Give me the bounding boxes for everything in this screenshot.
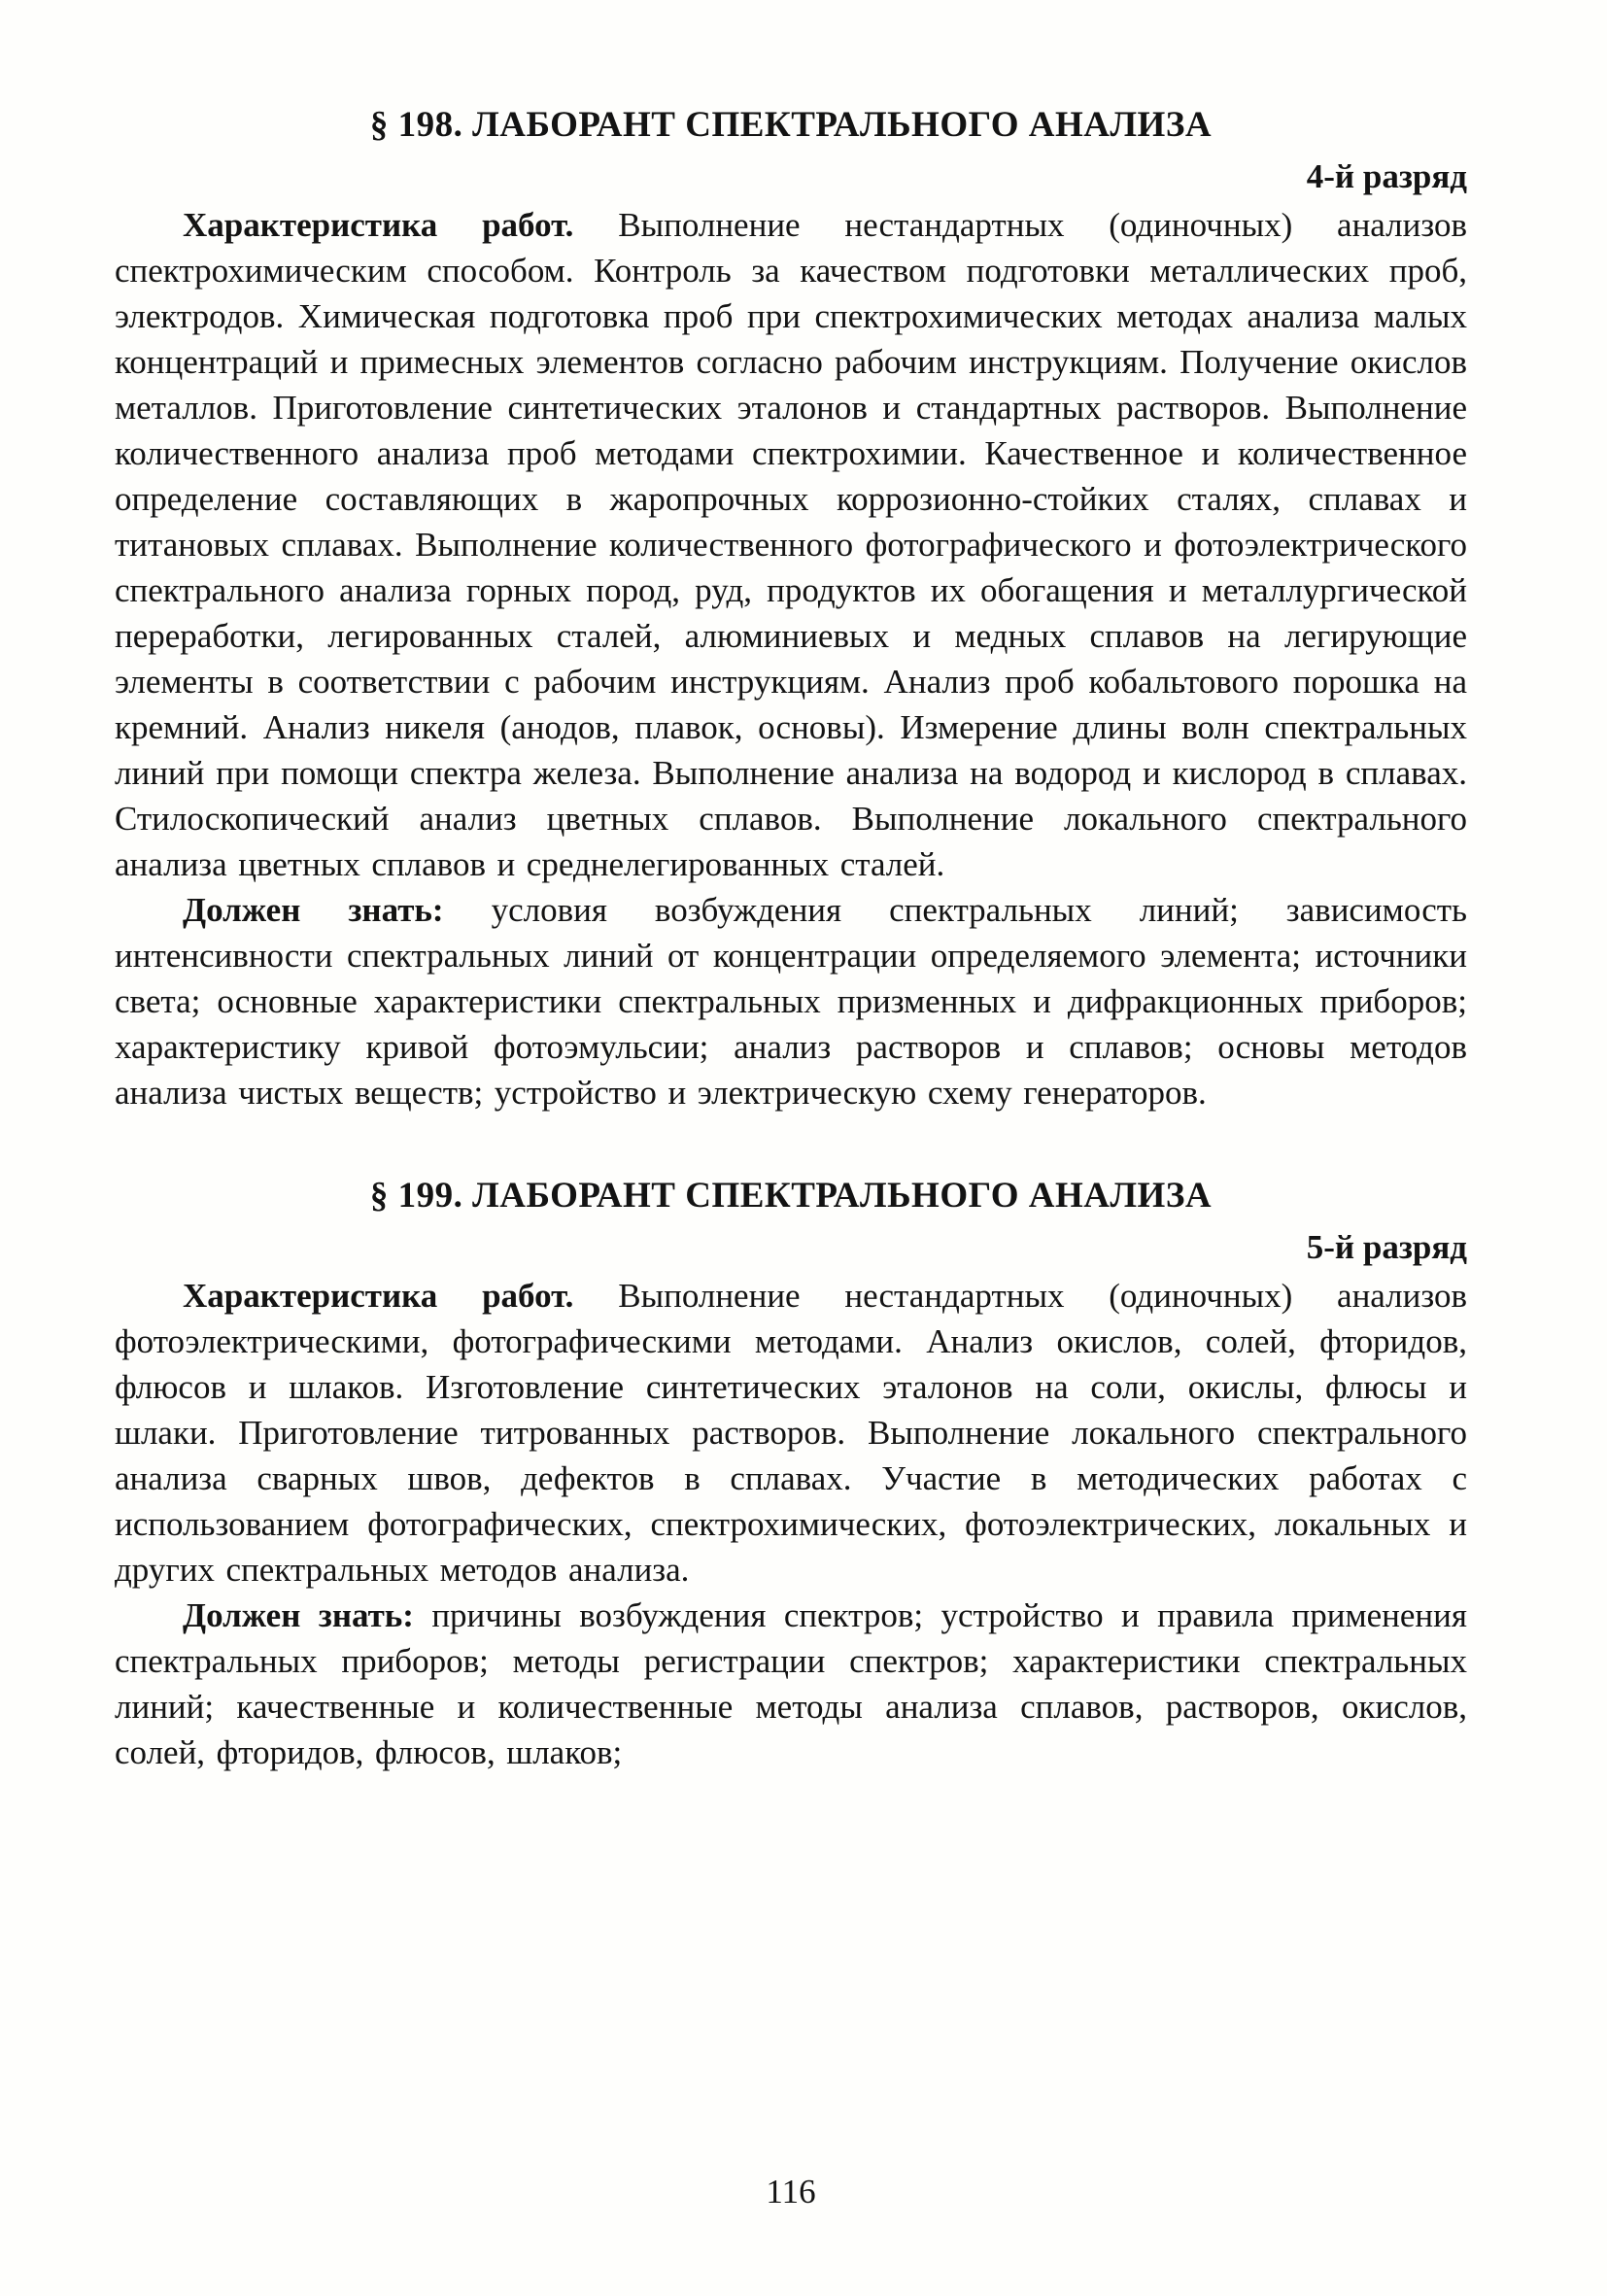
section-199-title: § 199. ЛАБОРАНТ СПЕКТРАЛЬНОГО АНАЛИЗА — [369, 1176, 1213, 1216]
paragraph-text: причины возбуждения спектров; устройство и правила применения спектральных приборов; методы регистрации спектров; характеристики спектральных линий; качественные и количественные методы анализа сплавов, растворов, окислов, солей, фторидов, флюсов, шлаков; — [115, 1596, 1467, 1771]
page-number: 116 — [766, 2173, 816, 2210]
section-198-characteristics-paragraph — [115, 202, 1467, 887]
paragraph-lead: Характеристика работ. — [183, 1277, 574, 1315]
section-199-must-know-paragraph — [115, 1593, 1467, 1775]
section-199-grade: 5-й разряд — [1306, 1228, 1467, 1266]
section-199-characteristics-paragraph — [115, 1273, 1467, 1593]
paragraph-text: Выполнение нестандартных (одиночных) анализов фотоэлектрическими, фотографическими методами. Анализ окислов, солей, фторидов, флюсов и шлаков. Изготовление синтетических эталонов на соли, окислы, флюсы и шлаки. Приготовление титрованных растворов. Выполнение локального спектрального анализа сварных швов, дефектов в сплавах. Участие в методических работах с использованием фотографических, спектрохимических, фотоэлектрических, локальных и других спектральных методов анализа. — [115, 1277, 1467, 1589]
paragraph-lead: Должен знать: — [183, 1596, 414, 1634]
section-198 — [115, 101, 1467, 1115]
section-199 — [115, 1172, 1467, 1775]
section-198-title: § 198. ЛАБОРАНТ СПЕКТРАЛЬНОГО АНАЛИЗА — [369, 105, 1213, 145]
section-198-grade: 4-й разряд — [1306, 157, 1467, 195]
paragraph-text: условия возбуждения спектральных линий; зависимость интенсивности спектральных линий от концентрации определяемого элемента; источники света; основные характеристики спектральных призменных и дифракционных приборов; характеристику кривой фотоэмульсии; анализ растворов и сплавов; основы методов анализа чистых веществ; устройство и электрическую схему генераторов. — [115, 891, 1467, 1112]
paragraph-lead: Характеристика работ. — [183, 206, 574, 244]
text-column — [115, 101, 1467, 1775]
section-198-must-know-paragraph — [115, 887, 1467, 1115]
paragraph-lead: Должен знать: — [183, 891, 444, 929]
paragraph-text: Выполнение нестандартных (одиночных) анализов спектрохимическим способом. Контроль за качеством подготовки металлических проб, электродов. Химическая подготовка проб при спектрохимических методах анализа малых концентраций и примесных элементов согласно рабочим инструкциям. Получение окислов металлов. Приготовление синтетических эталонов и стандартных растворов. Выполнение количественного анализа проб методами спектрохимии. Качественное и количественное определение составляющих в жаропрочных коррозионно-стойких сталях, сплавах и титановых сплавах. Выполнение количественного фотографического и фотоэлектрического спектрального анализа горных пород, руд, продуктов их обогащения и металлургической переработки, легированных сталей, алюминиевых и медных сплавов на легирующие элементы в соответствии с рабочим инструкциям. Анализ проб кобальтового порошка на кремний. Анализ никеля (анодов, плавок, основы). Измерение длины волн спектральных линий при помощи спектра железа. Выполнение анализа на водород и кислород в сплавах. Стилоскопический анализ цветных сплавов. Выполнение локального спектрального анализа цветных сплавов и среднелегированных сталей. — [115, 206, 1467, 883]
